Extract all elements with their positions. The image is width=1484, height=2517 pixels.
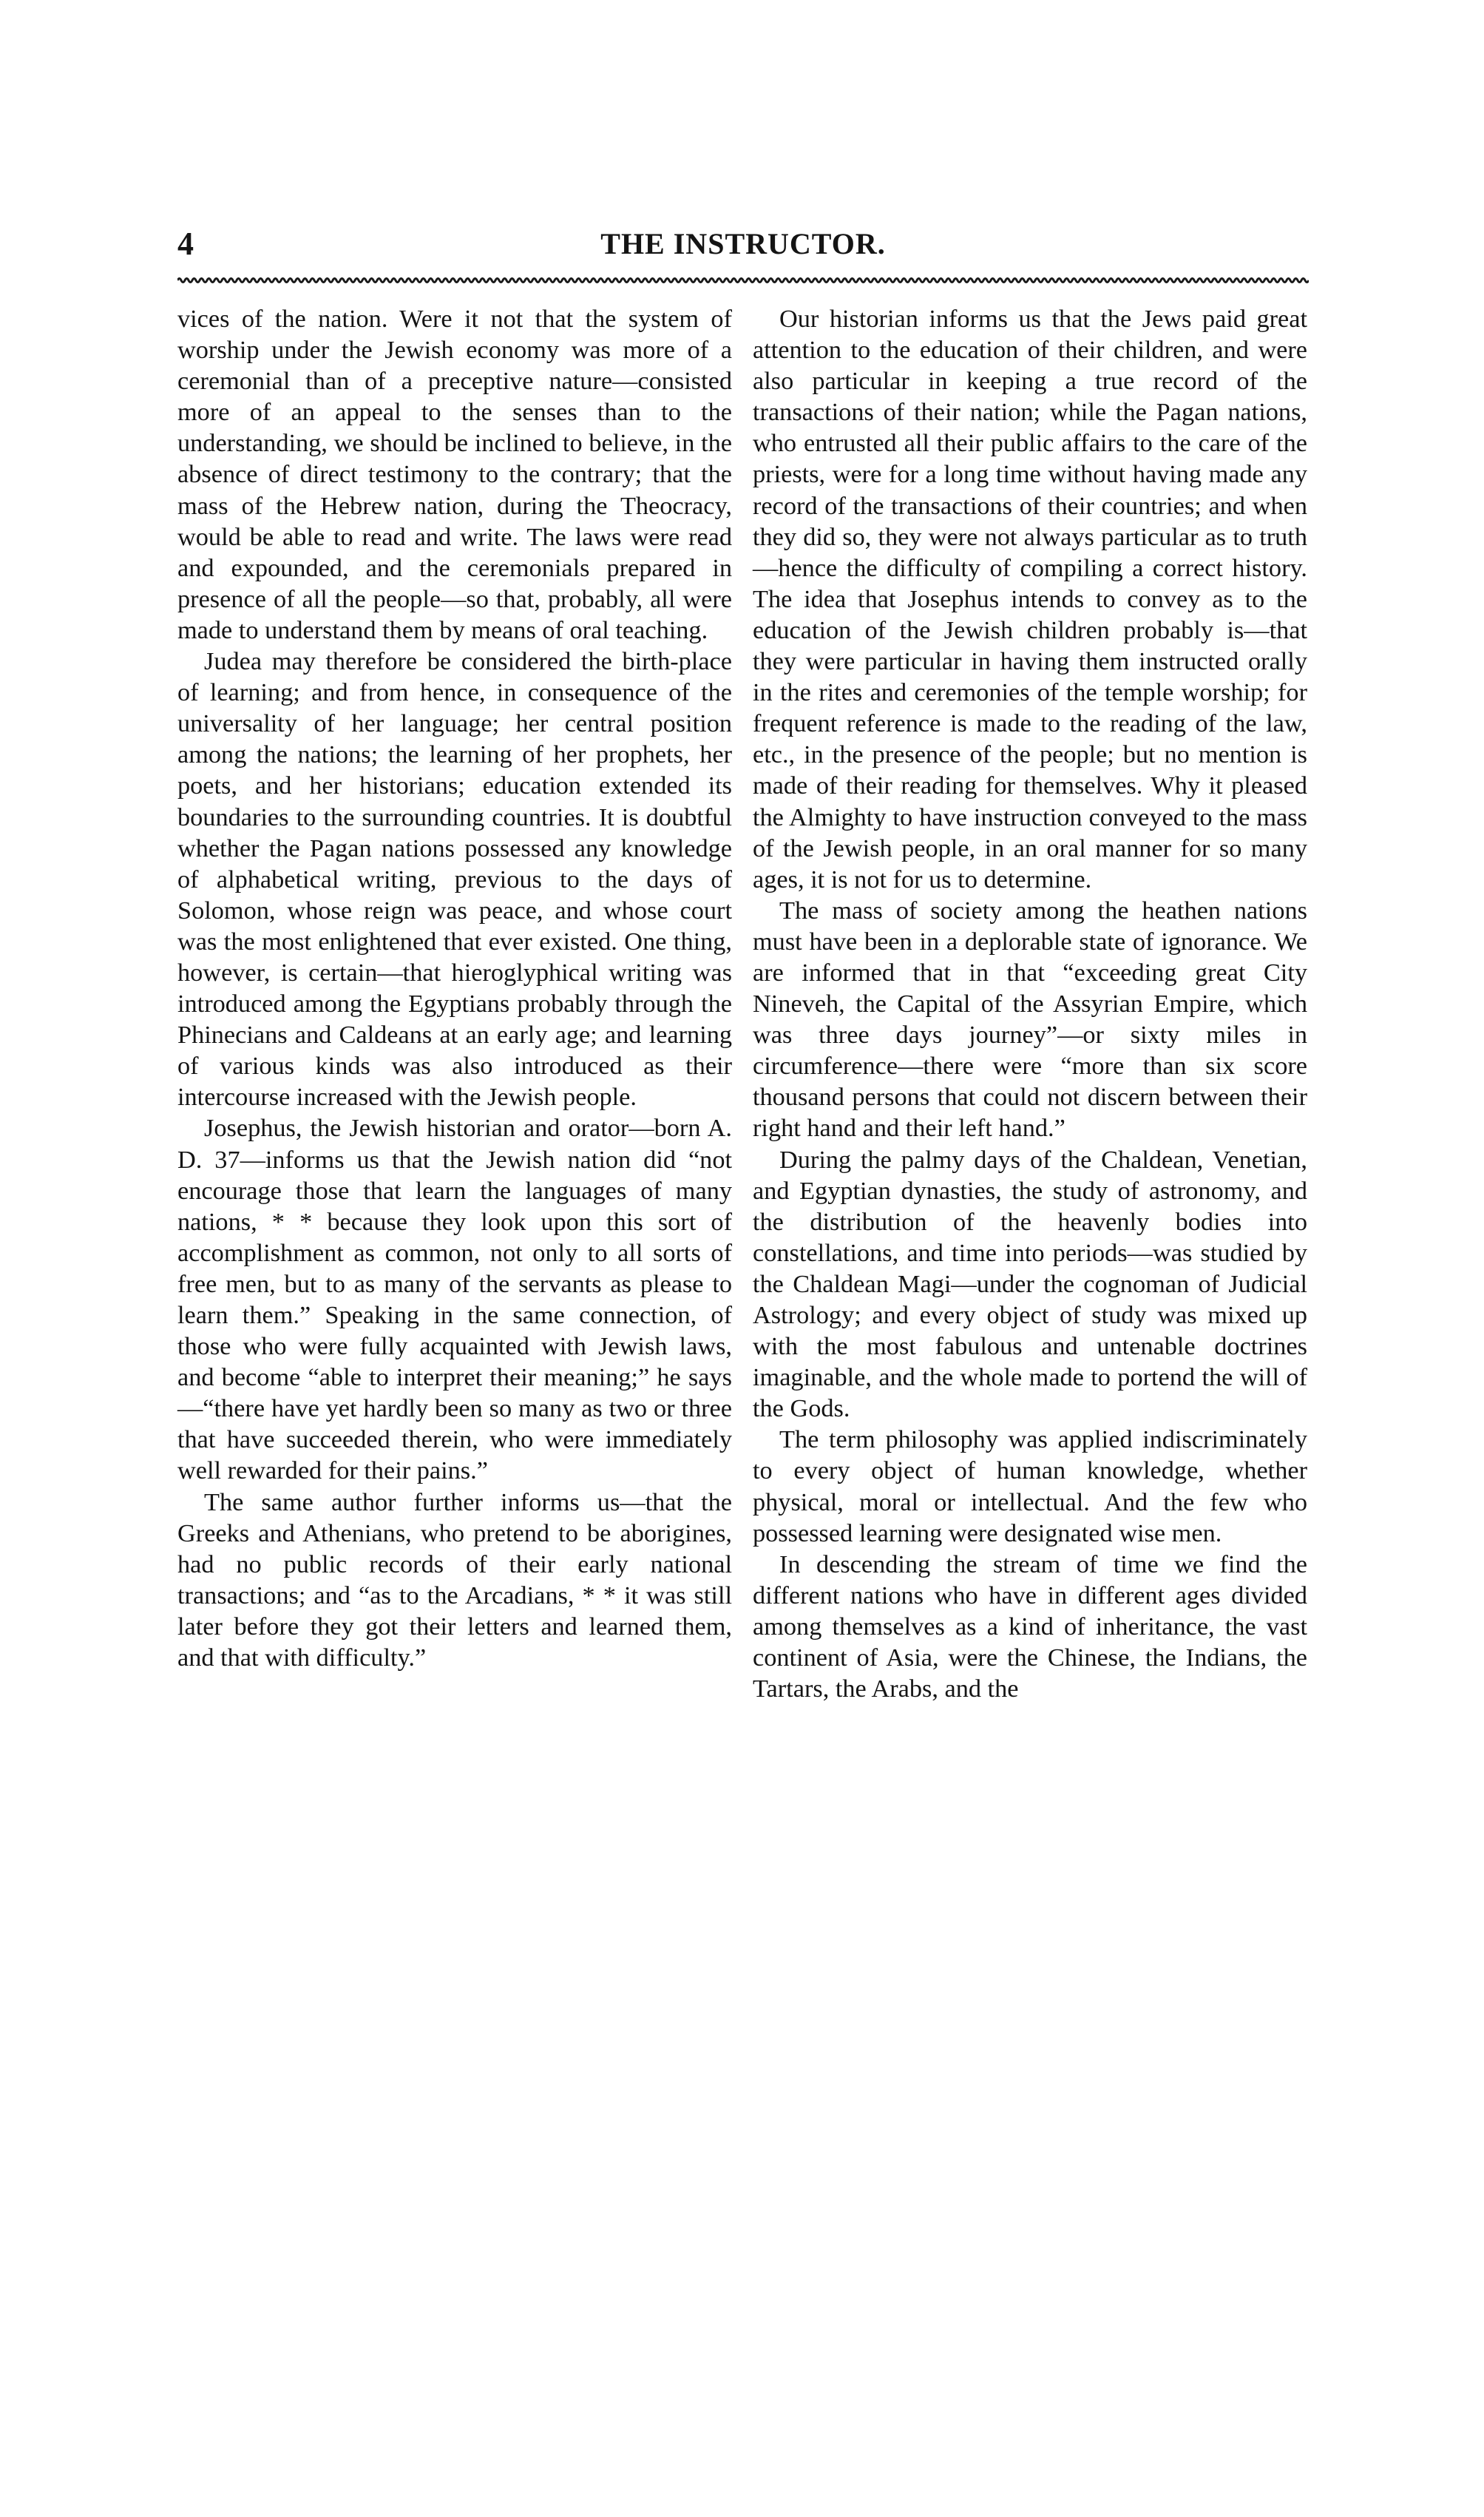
- paragraph: The same author further informs us—that the Greeks and Athenians, who pretend to be aborigines, had no public records of their early national transactions; and “as to the Arcadians, * * it was still later before they got their letters and learned them, and that with difficulty.”: [177, 1487, 732, 1672]
- paragraph: vices of the nation. Were it not that the system of worship under the Jewish economy was more of a ceremonial than of a preceptive nature—consisted more of an appeal to the senses than to the understanding, we should be inclined to believe, in the absence of direct testimony to the contrary; that the mass of the Hebrew nation, during the Theocracy, would be able to read and write. The laws were read and expounded, and the ceremonials prepared in presence of all the people—so that, probably, all were made to understand them by means of oral teaching.: [177, 305, 732, 644]
- paragraph: Judea may therefore be considered the birth-place of learning; and from hence, in consequence of the universality of her language; her central position among the nations; the learning of her prophets, her poets, and her historians; education extended its boundaries to the surrounding countries. It is doubtful whether the Pagan nations possessed any knowledge of alphabetical writing, previous to the days of Solomon, whose reign was peace, and whose court was the most enlightened that ever existed. One thing, however, is certain—that hieroglyphical writing was introduced among the Egyptians probably through the Phinecians and Caldeans at an early age; and learning of various kinds was also introduced as their intercourse increased with the Jewish people.: [177, 647, 732, 1112]
- paragraph: In descending the stream of time we find the different nations who have in different ages divided among themselves as a kind of inheritance, the vast continent of Asia, were the Chinese, the Indians, the Tartars, the Arabs, and the: [753, 1550, 1307, 1703]
- wavy-rule-divider: [177, 275, 1309, 286]
- paragraph: Our historian informs us that the Jews paid great attention to the education of their children, and were also particular in keeping a true record of the transactions of their nation; while the Pagan nations, who entrusted all their public affairs to the care of the priests, were for a long time without having made any record of the transactions of their countries; and when they did so, they were not always particular as to truth—hence the difficulty of compiling a correct history. The idea that Josephus intends to convey as to the education of the Jewish children probably is—that they were particular in having them instructed orally in the rites and ceremonies of the temple worship; for frequent reference is made to the reading of the law, etc., in the presence of the people; but no mention is made of their reading for themselves. Why it pleased the Almighty to have instruction conveyed to the mass of the Jewish people, in an oral manner for so many ages, it is not for us to determine.: [753, 305, 1307, 893]
- left-column: [177, 303, 732, 1673]
- page-number: 4: [177, 226, 194, 262]
- paragraph: Josephus, the Jewish historian and orator—born A. D. 37—informs us that the Jewish nation did “not encourage those that learn the languages of many nations, * * because they look upon this sort of accomplishment as common, not only to all sorts of free men, but to as many of the servants as please to learn them.” Speaking in the same connection, of those who were fully acquainted with Jewish laws, and become “able to interpret their meaning;” he says—“there have yet hardly been so many as two or three that have succeeded therein, who were immediately well rewarded for their pains.”: [177, 1114, 732, 1485]
- paragraph: The term philosophy was applied indiscriminately to every object of human knowledge, whether physical, moral or intellectual. And the few who possessed learning were designated wise men.: [753, 1425, 1307, 1547]
- paragraph: The mass of society among the heathen nations must have been in a deplorable state of ignorance. We are informed that in that “exceeding great City Nineveh, the Capital of the Assyrian Empire, which was three days journey”—or sixty miles in circumference—there were “more than six score thousand persons that could not discern between their right hand and their left hand.”: [753, 896, 1307, 1143]
- right-column: [753, 303, 1307, 1704]
- page-header: [177, 222, 1309, 266]
- paragraph: During the palmy days of the Chaldean, Venetian, and Egyptian dynasties, the study of astronomy, and the distribution of the heavenly bodies into constellations, and time into periods—was studied by the Chaldean Magi—under the cognoman of Judicial Astrology; and every object of study was mixed up with the most fabulous and untenable doctrines imaginable, and the whole made to portend the will of the Gods.: [753, 1145, 1307, 1423]
- running-title: THE INSTRUCTOR.: [600, 227, 886, 260]
